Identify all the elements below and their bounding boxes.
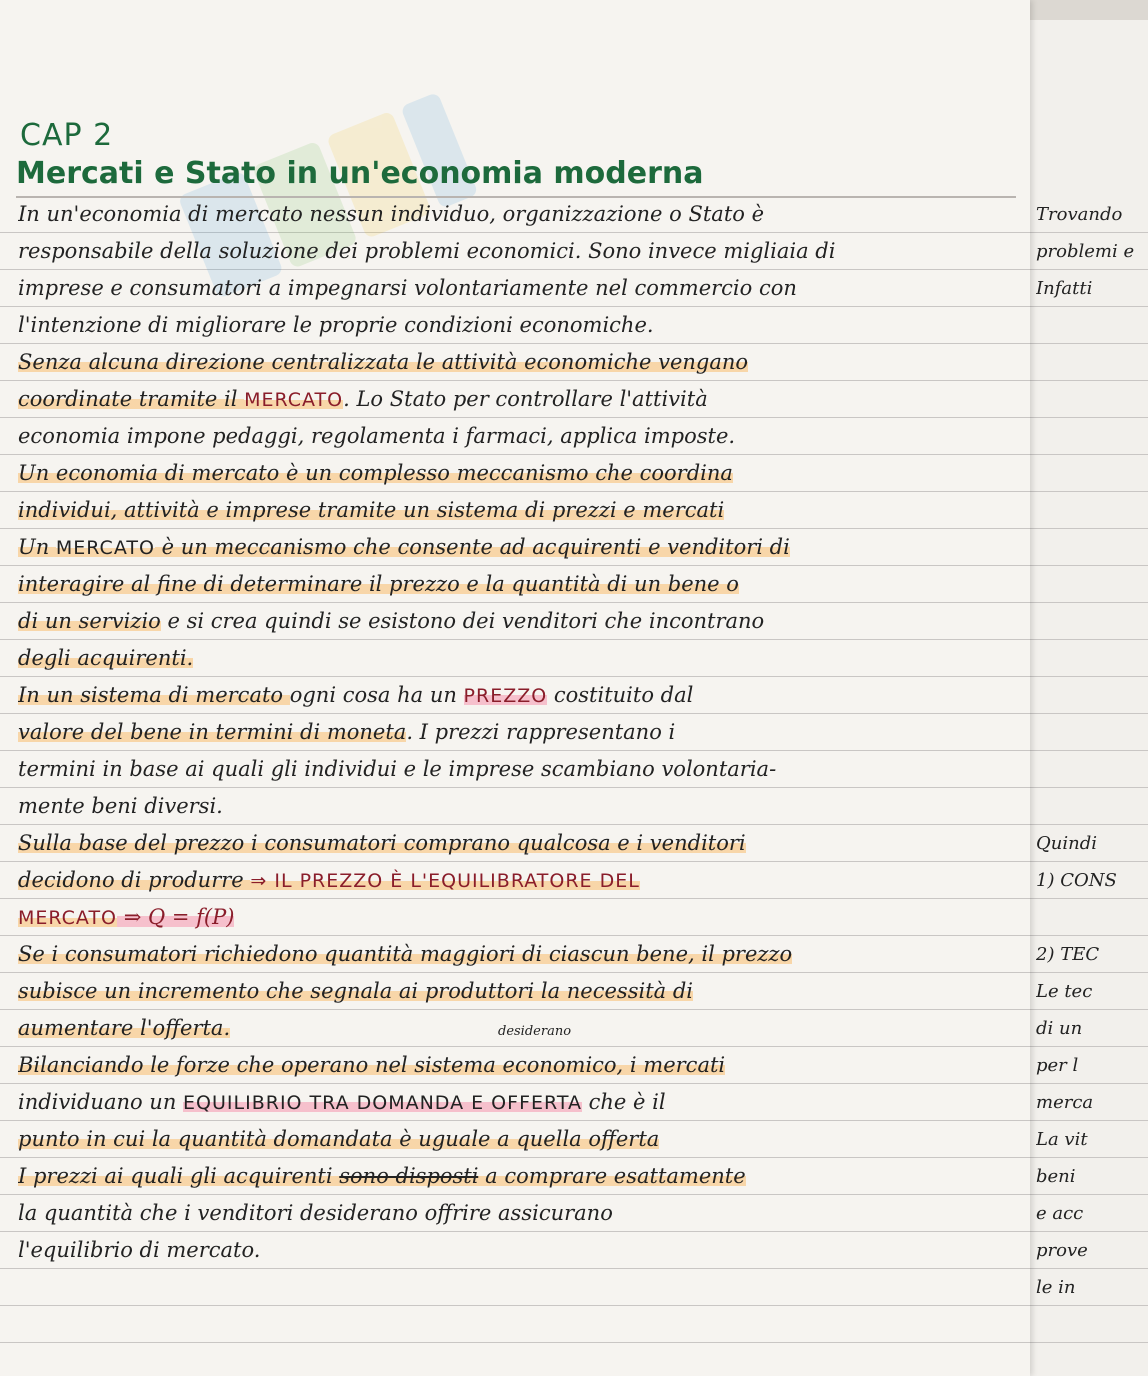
note-segment: In un'economia di mercato nessun individuo, organizzazione o Stato è	[18, 202, 765, 226]
margin-line	[1036, 899, 1148, 936]
margin-line	[1036, 455, 1148, 492]
note-line	[18, 862, 1013, 899]
note-line	[18, 1084, 1013, 1121]
note-segment: aumentare l'offerta.	[18, 1016, 231, 1040]
margin-line: per l	[1036, 1055, 1079, 1076]
note-line	[18, 1195, 1013, 1232]
note-segment: PREZZO	[463, 685, 548, 707]
note-line	[18, 1047, 1013, 1084]
note-segment: individuano un	[18, 1090, 184, 1114]
note-segment: ⇒ IL PREZZO È L'EQUILIBRATORE DEL	[250, 870, 640, 892]
margin-line: le in	[1036, 1277, 1076, 1298]
note-segment: imprese e consumatori a impegnarsi volontariamente nel commercio con	[18, 276, 797, 300]
note-segment: I prezzi ai quali gli acquirenti	[18, 1164, 340, 1188]
margin-line	[1036, 344, 1148, 381]
note-line	[18, 677, 1013, 714]
note-line	[18, 936, 1013, 973]
chapter-heading: CAP 2	[20, 118, 114, 153]
margin-line	[1036, 381, 1148, 418]
note-segment: l'intenzione di migliorare le proprie condizioni economiche.	[18, 313, 654, 337]
note-segment: di un servizio	[18, 609, 161, 633]
note-line	[18, 714, 1013, 751]
note-segment: interagire al fine di determinare il prezzo e la quantità di un bene o	[18, 572, 739, 596]
note-segment: EQUILIBRIO TRA DOMANDA E OFFERTA	[183, 1092, 582, 1114]
margin-line: Infatti	[1036, 278, 1093, 299]
inserted-word: desiderano	[498, 1024, 572, 1039]
note-segment: a comprare esattamente	[478, 1164, 746, 1188]
note-line	[18, 418, 1013, 455]
note-segment: l'equilibrio di mercato.	[18, 1238, 261, 1262]
note-line	[18, 973, 1013, 1010]
note-segment: Un economia di mercato è un complesso meccanismo che coordina	[18, 461, 733, 485]
note-segment: MERCATO	[55, 537, 155, 559]
note-segment: MERCATO	[244, 389, 344, 411]
note-line	[18, 270, 1013, 307]
margin-line	[1036, 640, 1148, 677]
note-segment: individui, attività e imprese tramite un sistema di prezzi e mercati	[18, 498, 725, 522]
margin-line: La vit	[1036, 1129, 1088, 1150]
note-segment: Sulla base del prezzo i consumatori comprano qualcosa e i venditori	[18, 831, 746, 855]
margin-line: Le tec	[1036, 981, 1093, 1002]
margin-line: beni	[1036, 1166, 1076, 1187]
note-line	[18, 233, 1013, 270]
note-segment: . Lo Stato per controllare l'attività	[343, 387, 708, 411]
note-line	[18, 640, 1013, 677]
note-segment: degli acquirenti.	[18, 646, 194, 670]
margin-line: Quindi	[1036, 833, 1097, 854]
note-segment: ⇒ Q = f(P)	[117, 905, 235, 929]
margin-line: di un	[1036, 1018, 1083, 1039]
margin-line	[1036, 751, 1148, 788]
margin-line: prove	[1036, 1240, 1088, 1261]
note-line	[18, 492, 1013, 529]
right-page-margin-text	[1036, 196, 1148, 1306]
note-line	[18, 751, 1013, 788]
note-segment: termini in base ai quali gli individui e le imprese scambiano volontaria-	[18, 757, 777, 781]
note-segment: . I prezzi rappresentano i	[406, 720, 676, 744]
note-segment: Senza alcuna direzione centralizzata le attività economiche vengano	[18, 350, 749, 374]
note-line	[18, 788, 1013, 825]
margin-line	[1036, 714, 1148, 751]
note-line	[18, 899, 1013, 936]
margin-line	[1036, 566, 1148, 603]
margin-line: problemi e	[1036, 241, 1135, 262]
margin-line	[1036, 603, 1148, 640]
margin-line: merca	[1036, 1092, 1094, 1113]
note-segment: costituito dal	[547, 683, 694, 707]
note-segment: ogni cosa ha un	[289, 683, 464, 707]
note-line	[18, 1232, 1013, 1269]
page-title: Mercati e Stato in un'economia moderna	[16, 156, 704, 191]
note-segment: Bilanciando le forze che operano nel sistema economico, i mercati	[18, 1053, 726, 1077]
margin-line	[1036, 529, 1148, 566]
note-line	[18, 825, 1013, 862]
note-segment: subisce un incremento che segnala ai produttori la necessità di	[18, 979, 693, 1003]
margin-line: 1) CONS	[1036, 870, 1117, 891]
note-line	[18, 1158, 1013, 1195]
note-segment: coordinate tramite il	[18, 387, 245, 411]
note-line	[18, 344, 1013, 381]
margin-line	[1036, 677, 1148, 714]
note-segment: In un sistema di mercato	[18, 683, 290, 707]
margin-line: 2) TEC	[1036, 944, 1100, 965]
note-line	[18, 455, 1013, 492]
note-segment: MERCATO	[18, 907, 118, 929]
note-segment: Se i consumatori richiedono quantità maggiori di ciascun bene, il prezzo	[18, 942, 793, 966]
note-segment: economia impone pedaggi, regolamenta i farmaci, applica imposte.	[18, 424, 736, 448]
margin-line	[1036, 492, 1148, 529]
note-segment: mente beni diversi.	[18, 794, 223, 818]
margin-line: Trovando	[1036, 204, 1123, 225]
margin-line: e acc	[1036, 1203, 1084, 1224]
note-line	[18, 566, 1013, 603]
note-segment: valore del bene in termini di moneta	[18, 720, 407, 744]
note-line	[18, 1121, 1013, 1158]
note-segment: Un	[18, 535, 56, 559]
note-segment: sono disposti	[339, 1164, 479, 1188]
notes-body	[18, 196, 1013, 1269]
note-segment: punto in cui la quantità domandata è uguale a quella offerta	[18, 1127, 660, 1151]
margin-line	[1036, 418, 1148, 455]
note-segment: e si crea quindi se esistono dei venditori che incontrano	[160, 609, 765, 633]
note-line	[18, 529, 1013, 566]
note-line	[18, 603, 1013, 640]
note-line	[18, 381, 1013, 418]
note-segment: decidono di produrre	[18, 868, 251, 892]
note-line	[18, 196, 1013, 233]
note-segment: responsabile della soluzione dei problemi economici. Sono invece migliaia di	[18, 239, 836, 263]
note-line	[18, 307, 1013, 344]
margin-line	[1036, 307, 1148, 344]
note-segment: è un meccanismo che consente ad acquirenti e venditori di	[154, 535, 790, 559]
note-segment: che è il	[581, 1090, 666, 1114]
note-segment: la quantità che i venditori desiderano offrire assicurano	[18, 1201, 613, 1225]
margin-line	[1036, 788, 1148, 825]
